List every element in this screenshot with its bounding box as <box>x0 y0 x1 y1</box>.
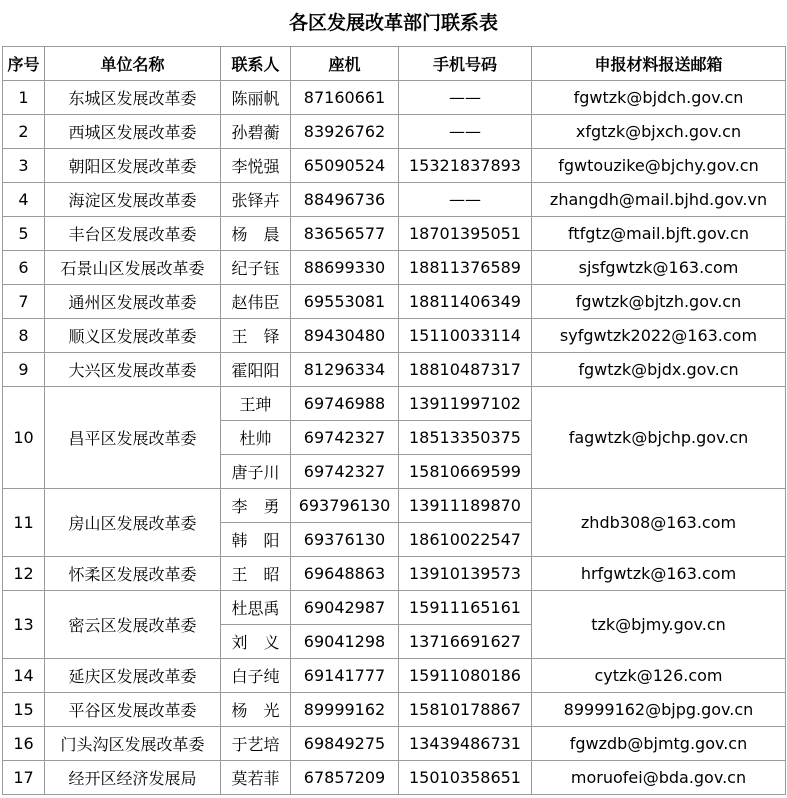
row-index: 9 <box>3 353 45 387</box>
email-address: 89999162@bjpg.gov.cn <box>532 693 786 727</box>
unit-name: 门头沟区发展改革委 <box>45 727 221 761</box>
row-index: 17 <box>3 761 45 795</box>
header-mobile: 手机号码 <box>399 47 532 81</box>
contact-table <box>2 46 786 795</box>
header-email: 申报材料报送邮箱 <box>532 47 786 81</box>
row-index: 1 <box>3 81 45 115</box>
email-address: syfgwtzk2022@163.com <box>532 319 786 353</box>
landline-number: 69742327 <box>291 421 399 455</box>
contact-name: 李悦强 <box>221 149 291 183</box>
unit-name: 通州区发展改革委 <box>45 285 221 319</box>
email-address: cytzk@126.com <box>532 659 786 693</box>
unit-name: 顺义区发展改革委 <box>45 319 221 353</box>
contact-name: 于艺培 <box>221 727 291 761</box>
landline-number: 65090524 <box>291 149 399 183</box>
contact-name: 唐子川 <box>221 455 291 489</box>
landline-number: 89999162 <box>291 693 399 727</box>
email-address: fgwtouzike@bjchy.gov.cn <box>532 149 786 183</box>
unit-name: 海淀区发展改革委 <box>45 183 221 217</box>
email-address: fgwzdb@bjmtg.gov.cn <box>532 727 786 761</box>
landline-number: 69041298 <box>291 625 399 659</box>
mobile-number: 18811376589 <box>399 251 532 285</box>
contact-name: 杜帅 <box>221 421 291 455</box>
row-index: 6 <box>3 251 45 285</box>
landline-number: 89430480 <box>291 319 399 353</box>
landline-number: 69746988 <box>291 387 399 421</box>
mobile-number: —— <box>399 115 532 149</box>
landline-number: 67857209 <box>291 761 399 795</box>
row-index: 14 <box>3 659 45 693</box>
mobile-number: 13716691627 <box>399 625 532 659</box>
contact-name: 杨 晨 <box>221 217 291 251</box>
mobile-number: 15110033114 <box>399 319 532 353</box>
row-index: 13 <box>3 591 45 659</box>
page-title: 各区发展改革部门联系表 <box>288 12 498 34</box>
table-body <box>3 81 786 795</box>
contact-name: 赵伟臣 <box>221 285 291 319</box>
contact-name: 王珅 <box>221 387 291 421</box>
table-row <box>3 319 786 353</box>
header-contact: 联系人 <box>221 47 291 81</box>
email-address: zhangdh@mail.bjhd.gov.vn <box>532 183 786 217</box>
email-address: fagwtzk@bjchp.gov.cn <box>532 387 786 489</box>
contact-name: 白子纯 <box>221 659 291 693</box>
unit-name: 房山区发展改革委 <box>45 489 221 557</box>
email-address: fgwtzk@bjdch.gov.cn <box>532 81 786 115</box>
header-landline: 座机 <box>291 47 399 81</box>
mobile-number: —— <box>399 183 532 217</box>
row-index: 7 <box>3 285 45 319</box>
landline-number: 83656577 <box>291 217 399 251</box>
contact-name: 陈丽帆 <box>221 81 291 115</box>
mobile-number: 18810487317 <box>399 353 532 387</box>
landline-number: 69553081 <box>291 285 399 319</box>
landline-number: 693796130 <box>291 489 399 523</box>
mobile-number: 15810669599 <box>399 455 532 489</box>
mobile-number: 15010358651 <box>399 761 532 795</box>
landline-number: 81296334 <box>291 353 399 387</box>
mobile-number: 13911997102 <box>399 387 532 421</box>
row-index: 10 <box>3 387 45 489</box>
unit-name: 丰台区发展改革委 <box>45 217 221 251</box>
contact-name: 纪子钰 <box>221 251 291 285</box>
landline-number: 69849275 <box>291 727 399 761</box>
row-index: 15 <box>3 693 45 727</box>
unit-name: 石景山区发展改革委 <box>45 251 221 285</box>
email-address: fgwtzk@bjtzh.gov.cn <box>532 285 786 319</box>
table-row <box>3 387 786 421</box>
mobile-number: 15911080186 <box>399 659 532 693</box>
table-row <box>3 489 786 523</box>
landline-number: 88699330 <box>291 251 399 285</box>
email-address: zhdb308@163.com <box>532 489 786 557</box>
table-row <box>3 727 786 761</box>
table-row <box>3 761 786 795</box>
unit-name: 延庆区发展改革委 <box>45 659 221 693</box>
landline-number: 69376130 <box>291 523 399 557</box>
email-address: hrfgwtzk@163.com <box>532 557 786 591</box>
contact-name: 李 勇 <box>221 489 291 523</box>
contact-name: 王 昭 <box>221 557 291 591</box>
unit-name: 怀柔区发展改革委 <box>45 557 221 591</box>
email-address: ftfgtz@mail.bjft.gov.cn <box>532 217 786 251</box>
contact-name: 杨 光 <box>221 693 291 727</box>
email-address: fgwtzk@bjdx.gov.cn <box>532 353 786 387</box>
table-row <box>3 659 786 693</box>
row-index: 8 <box>3 319 45 353</box>
row-index: 12 <box>3 557 45 591</box>
table-row <box>3 81 786 115</box>
row-index: 11 <box>3 489 45 557</box>
contact-name: 张铎卉 <box>221 183 291 217</box>
header-index: 序号 <box>3 47 45 81</box>
unit-name: 大兴区发展改革委 <box>45 353 221 387</box>
row-index: 5 <box>3 217 45 251</box>
row-index: 3 <box>3 149 45 183</box>
table-row <box>3 285 786 319</box>
contact-name: 王 铎 <box>221 319 291 353</box>
mobile-number: 15810178867 <box>399 693 532 727</box>
table-row <box>3 591 786 625</box>
landline-number: 88496736 <box>291 183 399 217</box>
unit-name: 密云区发展改革委 <box>45 591 221 659</box>
email-address: sjsfgwtzk@163.com <box>532 251 786 285</box>
mobile-number: 18811406349 <box>399 285 532 319</box>
contact-name: 韩 阳 <box>221 523 291 557</box>
mobile-number: 13911189870 <box>399 489 532 523</box>
mobile-number: 15321837893 <box>399 149 532 183</box>
table-row <box>3 183 786 217</box>
landline-number: 69742327 <box>291 455 399 489</box>
unit-name: 西城区发展改革委 <box>45 115 221 149</box>
row-index: 16 <box>3 727 45 761</box>
landline-number: 83926762 <box>291 115 399 149</box>
row-index: 4 <box>3 183 45 217</box>
row-index: 2 <box>3 115 45 149</box>
unit-name: 平谷区发展改革委 <box>45 693 221 727</box>
table-row <box>3 693 786 727</box>
mobile-number: 13910139573 <box>399 557 532 591</box>
mobile-number: 13439486731 <box>399 727 532 761</box>
contact-name: 孙碧蘅 <box>221 115 291 149</box>
table-row <box>3 557 786 591</box>
contact-name: 莫若菲 <box>221 761 291 795</box>
mobile-number: 18513350375 <box>399 421 532 455</box>
table-row <box>3 149 786 183</box>
unit-name: 朝阳区发展改革委 <box>45 149 221 183</box>
email-address: tzk@bjmy.gov.cn <box>532 591 786 659</box>
header-row <box>3 47 786 81</box>
mobile-number: 18610022547 <box>399 523 532 557</box>
landline-number: 87160661 <box>291 81 399 115</box>
table-row <box>3 115 786 149</box>
mobile-number: 15911165161 <box>399 591 532 625</box>
landline-number: 69042987 <box>291 591 399 625</box>
contact-name: 杜思禹 <box>221 591 291 625</box>
landline-number: 69141777 <box>291 659 399 693</box>
email-address: moruofei@bda.gov.cn <box>532 761 786 795</box>
contact-name: 刘 义 <box>221 625 291 659</box>
table-row <box>3 353 786 387</box>
table-row <box>3 217 786 251</box>
unit-name: 经开区经济发展局 <box>45 761 221 795</box>
header-unit: 单位名称 <box>45 47 221 81</box>
email-address: xfgtzk@bjxch.gov.cn <box>532 115 786 149</box>
landline-number: 69648863 <box>291 557 399 591</box>
unit-name: 昌平区发展改革委 <box>45 387 221 489</box>
mobile-number: 18701395051 <box>399 217 532 251</box>
mobile-number: —— <box>399 81 532 115</box>
unit-name: 东城区发展改革委 <box>45 81 221 115</box>
contact-name: 霍阳阳 <box>221 353 291 387</box>
table-row <box>3 251 786 285</box>
